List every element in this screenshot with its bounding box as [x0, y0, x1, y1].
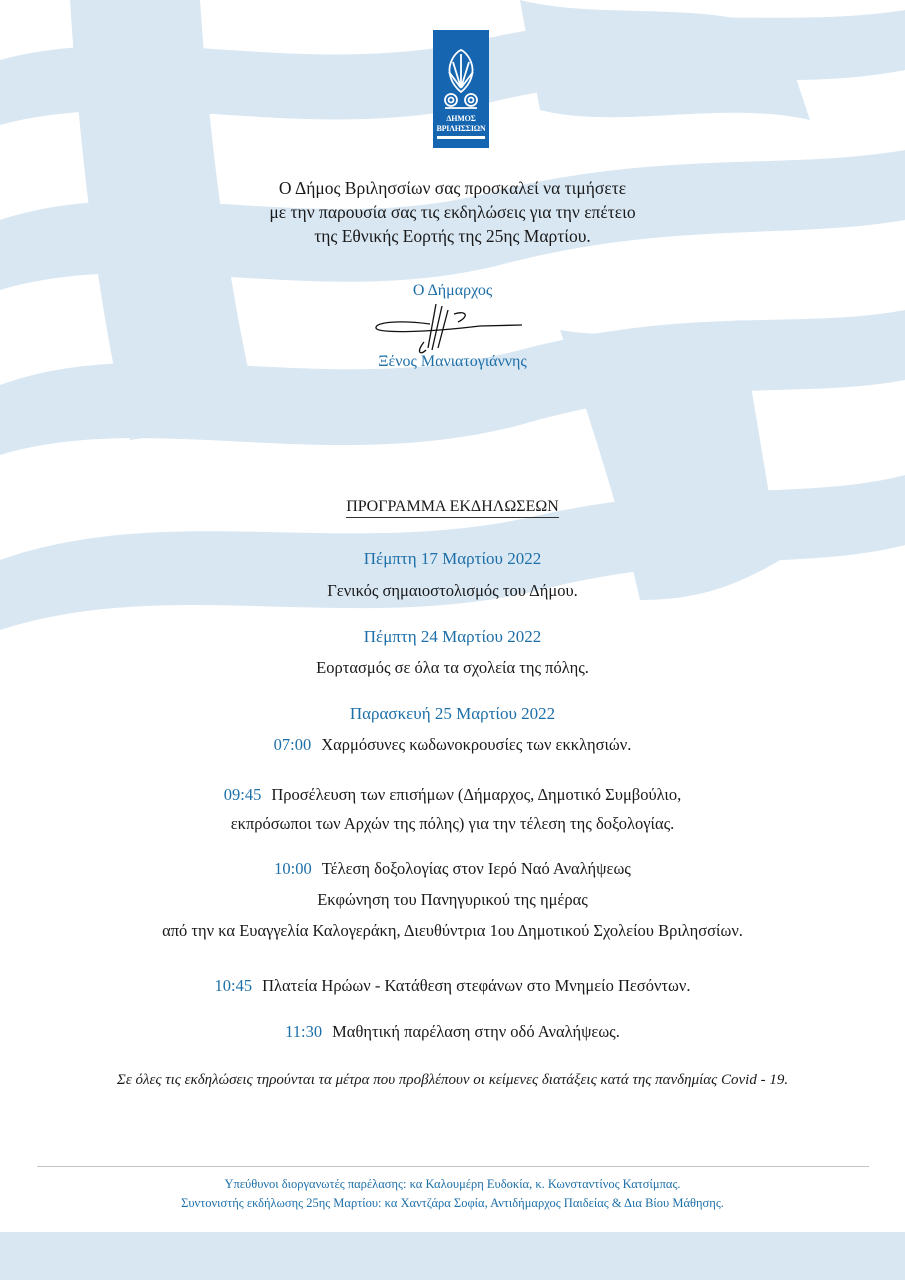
day-description: Γενικός σημαιοστολισμός του Δήμου. [327, 581, 578, 600]
mayor-name: Ξένος Μανιατογιάννης [378, 353, 527, 370]
event-time: 10:45 [214, 976, 253, 995]
day-date: Πέμπτη 24 Μαρτίου 2022 [363, 627, 542, 646]
mayor-title: Ο Δήμαρχος [412, 282, 493, 299]
covid-note: Σε όλες τις εκδηλώσεις τηρούνται τα μέτρα που προβλέπουν οι κείμενες διατάξεις κατά της πανδημίας Covid - 19. [116, 1072, 789, 1088]
day-description: Εορτασμός σε όλα τα σχολεία της πόλης. [316, 658, 589, 677]
footer-divider [37, 1166, 869, 1167]
invitation-line: της Εθνικής Εορτής της 25ης Μαρτίου. [314, 226, 591, 246]
event-text: Χαρμόσυνες κωδωνοκρουσίες των εκκλησιών. [321, 735, 632, 754]
event-item [0, 735, 905, 755]
event-text: Προσέλευση των επισήμων (Δήμαρχος, Δημοτικό Συμβούλιο, [271, 785, 682, 804]
event-item [0, 780, 905, 838]
municipality-logo [433, 30, 489, 148]
event-text: Εκφώνηση του Πανηγυρικού της ημέρας [317, 890, 588, 909]
palmette-icon [433, 34, 489, 114]
logo-text-line1: ΔΗΜΟΣ [446, 114, 476, 123]
event-text: Τέλεση δοξολογίας στον Ιερό Ναό Αναλήψεως [321, 859, 631, 878]
logo-text-line2: ΒΡΙΛΗΣΣΙΩΝ [436, 124, 486, 133]
event-item [0, 853, 905, 946]
event-text: εκπρόσωποι των Αρχών της πόλης) για την τέλεση της δοξολογίας. [230, 814, 675, 833]
program-title-text: ΠΡΟΓΡΑΜΜΑ ΕΚΔΗΛΩΣΕΩΝ [346, 498, 559, 518]
event-time: 10:00 [274, 859, 312, 878]
event-text: από την κα Ευαγγελία Καλογεράκη, Διευθύντρια 1ου Δημοτικού Σχολείου Βριλησσίων. [162, 921, 743, 940]
day-date: Πέμπτη 17 Μαρτίου 2022 [363, 549, 542, 568]
credits-line: Υπεύθυνοι διοργανωτές παρέλασης: κα Καλουμέρη Ευδοκία, κ. Κωνσταντίνος Κατσίμπας. [224, 1177, 681, 1191]
event-item [0, 1022, 905, 1042]
event-time: 09:45 [223, 785, 262, 804]
event-text: Πλατεία Ηρώων - Κατάθεση στεφάνων στο Μνημείο Πεσόντων. [262, 976, 691, 995]
signature-icon [370, 300, 530, 360]
program-title [0, 498, 905, 516]
logo-bar [437, 136, 485, 139]
event-item [0, 976, 905, 996]
event-time: 11:30 [285, 1022, 323, 1041]
invitation-text [0, 176, 905, 248]
invitation-line: με την παρουσία σας τις εκδηλώσεις για την επέτειο [269, 202, 636, 222]
day-date: Παρασκευή 25 Μαρτίου 2022 [349, 704, 556, 723]
credits [0, 1175, 905, 1213]
credits-line: Συντονιστής εκδήλωσης 25ης Μαρτίου: κα Χαντζάρα Σοφία, Αντιδήμαρχος Παιδείας & Δια Βίου Μάθησης. [181, 1196, 724, 1210]
event-text: Μαθητική παρέλαση στην οδό Αναλήψεως. [332, 1022, 620, 1041]
event-time: 07:00 [273, 735, 312, 754]
invitation-line: Ο Δήμος Βριλησσίων σας προσκαλεί να τιμήσετε [278, 178, 627, 198]
